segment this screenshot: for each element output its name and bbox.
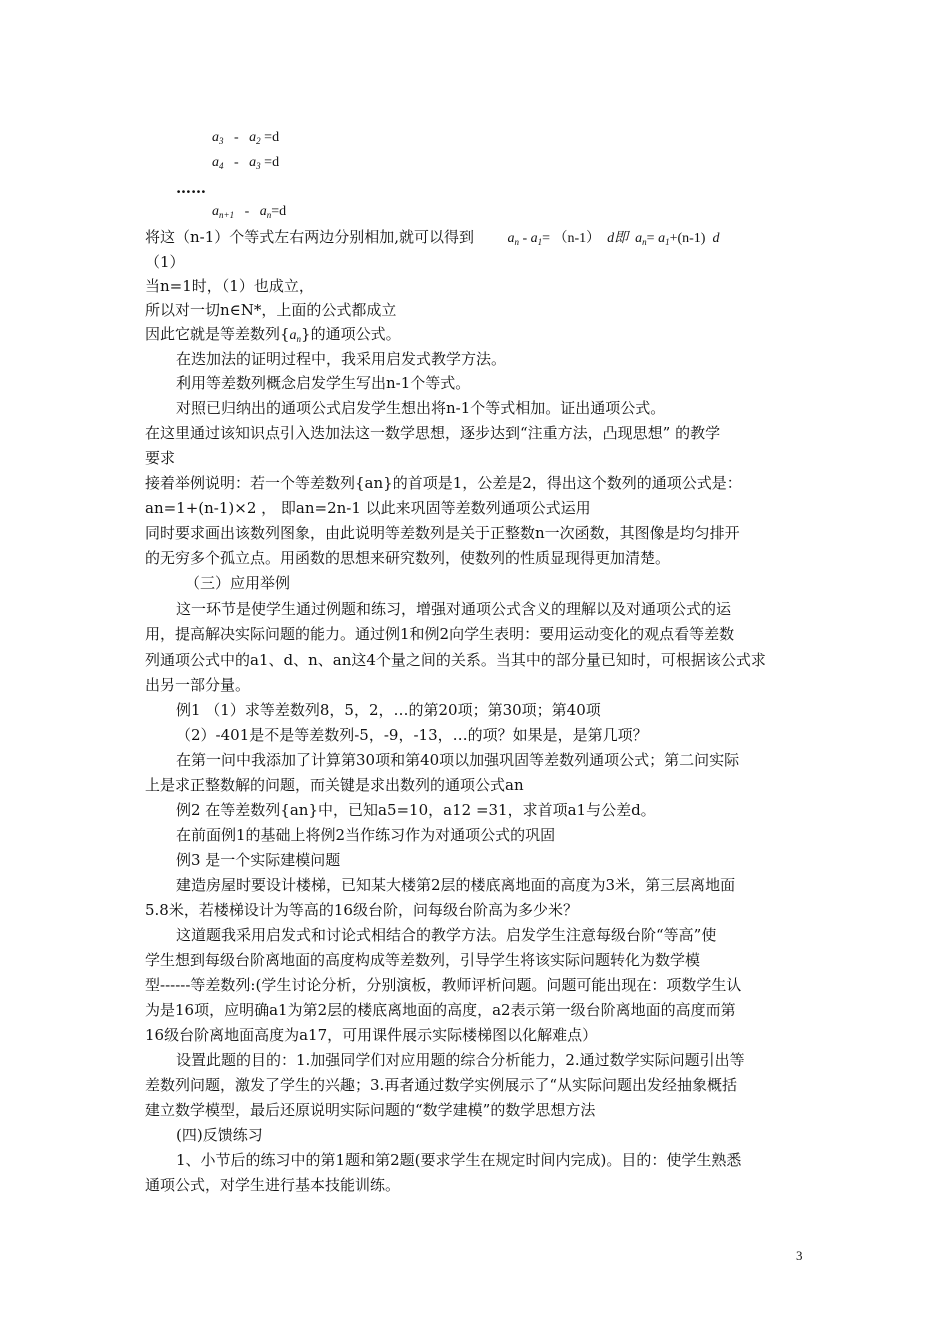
text-line: 上是求正整数解的问题，而关键是求出数列的通项公式an <box>145 776 524 794</box>
text-line: 16级台阶离地面高度为a17，可用课件展示实际楼梯图以化解难点） <box>145 1026 598 1044</box>
text-line: 通项公式，对学生进行基本技能训练。 <box>145 1176 401 1194</box>
text-line: 1、小节后的练习中的第1题和第2题(要求学生在规定时间内完成)。目的：使学生熟悉 <box>176 1151 742 1169</box>
text-line: 因此它就是等差数列$\{a_n\}$的通项公式。 <box>145 325 401 344</box>
text-line: 利用等差数列概念启发学生写出n-1个等式。 <box>176 374 471 392</box>
equation-an1-an: $a_{n+1}$ - $a_n=d$ <box>212 204 287 220</box>
text-line: （1） <box>145 253 185 271</box>
text-line: 同时要求画出该数列图象，由此说明等差数列是关于正整数n一次函数，其图像是均匀排开 <box>145 524 740 542</box>
text-line: 在前面例1的基础上将例2当作练习作为对通项公式的巩固 <box>176 826 556 844</box>
text-line: 用，提高解决实际问题的能力。通过例1和例2向学生表明：要用运动变化的观点看等差数 <box>145 625 735 643</box>
text-line: 建造房屋时要设计楼梯，已知某大楼第2层的楼底离地面的高度为3米，第三层离地面 <box>176 876 736 894</box>
summation-line: 将这（n-1）个等式左右两边分别相加,就可以得到 $a_n - a_1= (n-1)$ d即 $a_n= a_1+(n-1)$ d <box>145 228 720 247</box>
ellipsis: …… <box>176 179 206 197</box>
text-line: 型------等差数列:(学生讨论分析，分别演板，教师评析问题。问题可能出现在：项数学生认 <box>145 976 742 994</box>
text-line: 5.8米，若楼梯设计为等高的16级台阶，问每级台阶高为多少米？ <box>145 901 578 919</box>
text-line: 这一环节是使学生通过例题和练习，增强对通项公式含义的理解以及对通项公式的运 <box>176 600 732 618</box>
text-line: 例2 在等差数列{an}中，已知a5=10，a12 =31，求首项a1与公差d。 <box>176 801 656 819</box>
text-line: 建立数学模型，最后还原说明实际问题的“数学建模”的数学思想方法 <box>145 1101 596 1119</box>
text-line: 在迭加法的证明过程中，我采用启发式教学方法。 <box>176 350 507 368</box>
text-line: 差数列问题，激发了学生的兴趣；3.再者通过数学实例展示了“从实际问题出发经抽象概括 <box>145 1076 737 1094</box>
equation-a4-a3: $a_4$ - $a_3 =d$ <box>212 155 280 171</box>
text-line: 在第一问中我添加了计算第30项和第40项以加强巩固等差数列通项公式；第二问实际 <box>176 751 740 769</box>
text-line: （2）-401是不是等差数列-5，-9，-13，…的项？如果是，是第几项？ <box>176 726 648 744</box>
text-line: 为是16项，应明确a1为第2层的楼底离地面的高度，a2表示第一级台阶离地面的高度而第 <box>145 1001 736 1019</box>
text-line: 所以对一切n∈N*，上面的公式都成立 <box>145 301 397 319</box>
text-line: 这道题我采用启发式和讨论式相结合的教学方法。启发学生注意每级台阶“等高”使 <box>176 926 717 944</box>
text-line: 的无穷多个孤立点。用函数的思想来研究数列，使数列的性质显现得更加清楚。 <box>145 549 671 567</box>
text-line: 例3 是一个实际建模问题 <box>176 851 341 869</box>
text-line: 列通项公式中的a1、d、n、an这4个量之间的关系。当其中的部分量已知时，可根据该公式求 <box>145 651 766 669</box>
text-line: 出另一部分量。 <box>145 676 251 694</box>
equation-a3-a2: $a_3$ - $a_2 =d$ <box>212 130 280 146</box>
text-line: 例1 （1）求等差数列8，5，2，…的第20项；第30项；第40项 <box>176 701 601 719</box>
section-heading: （三）应用举例 <box>185 574 291 592</box>
text-line: 当n=1时，（1）也成立， <box>145 277 314 295</box>
text-line: 对照已归纳出的通项公式启发学生想出将n-1个等式相加。证出通项公式。 <box>176 399 666 417</box>
text-line: 要求 <box>145 449 176 467</box>
text-line: an=1+(n-1)×2 ， 即an=2n-1 以此来巩固等差数列通项公式运用 <box>145 499 591 517</box>
text-line: 设置此题的目的：1.加强同学们对应用题的综合分析能力，2.通过数学实际问题引出等 <box>176 1051 745 1069</box>
text-line: 在这里通过该知识点引入迭加法这一数学思想，逐步达到“注重方法，凸现思想” 的教学 <box>145 424 721 442</box>
section-heading: (四)反馈练习 <box>176 1126 263 1144</box>
text-line: 学生想到每级台阶离地面的高度构成等差数列，引导学生将该实际问题转化为数学模 <box>145 951 701 969</box>
page-number: 3 <box>796 1248 803 1263</box>
text-line: 接着举例说明：若一个等差数列{an}的首项是1，公差是2，得出这个数列的通项公式是： <box>145 474 742 492</box>
